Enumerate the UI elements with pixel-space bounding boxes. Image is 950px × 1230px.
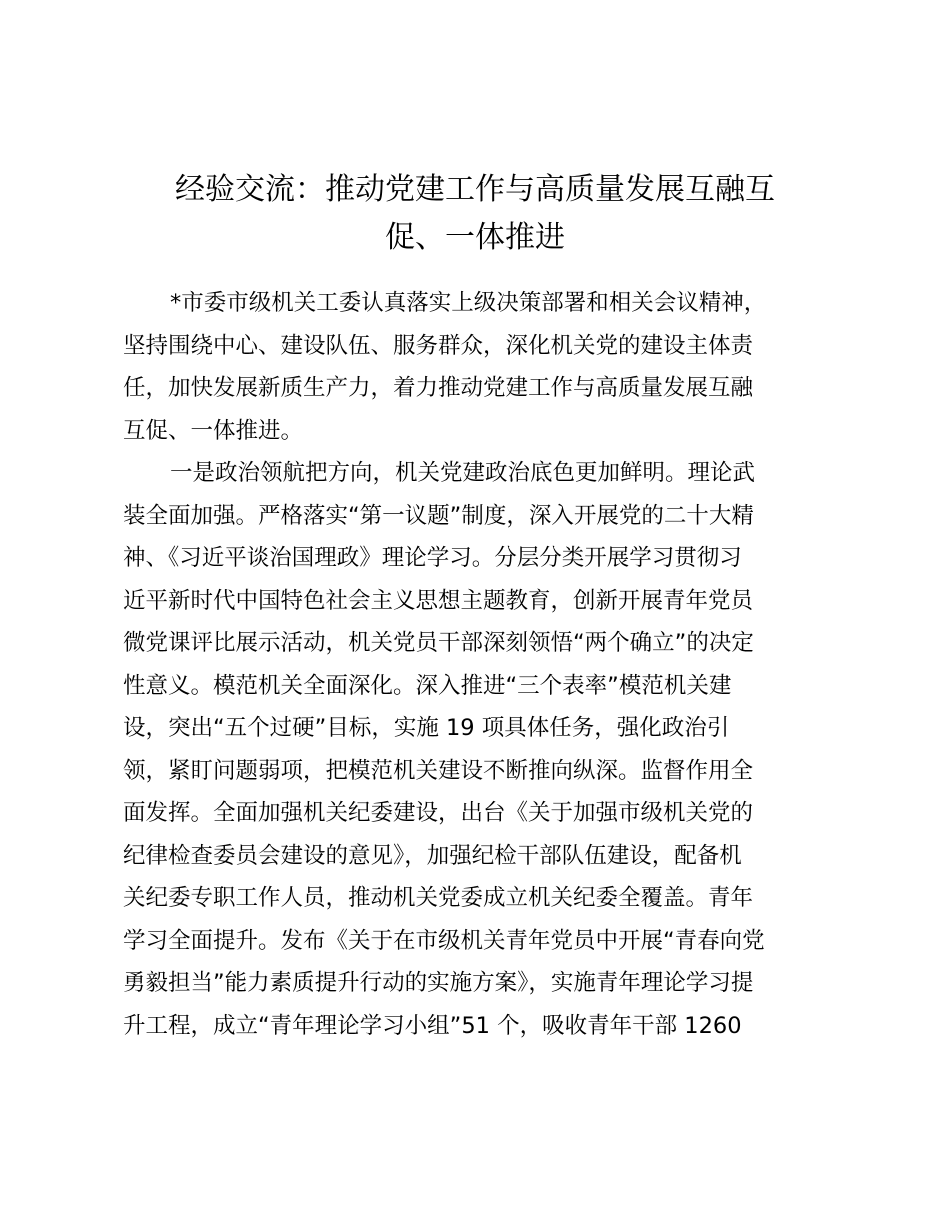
paragraph-1-line: *市委市级机关工委认真落实上级决策部署和相关会议精神， [170,290,767,316]
paragraph-2-line: 关纪委专职工作人员，推动机关党委成立机关纪委全覆盖。青年 [123,885,754,911]
paragraph-2-line: 性意义。模范机关全面深化。深入推进“三个表率”模范机关建 [123,672,732,699]
paragraph-2-line: 学习全面提升。发布《关于在市级机关青年党员中开展“青春向党 [123,927,765,954]
paragraph-2-line: 神、《习近平谈治国理政》理论学习。分层分类开展学习贯彻习 [123,545,742,571]
paragraph-1-line: 坚持围绕中心、建设队伍、服务群众，深化机关党的建设主体责 [123,332,754,359]
paragraph-2-line: 勇毅担当”能力素质提升行动的实施方案》，实施青年理论学习提 [123,970,754,996]
paragraph-2-line: 微党课评比展示活动，机关党员干部深刻领悟“两个确立”的决定 [123,630,754,656]
title-line: 促、一体推进 [385,220,565,255]
paragraph-2-line: 近平新时代中国特色社会主义思想主题教育，创新开展青年党员 [123,587,754,614]
paragraph-2-line: 升工程，成立“青年理论学习小组”51 个，吸收青年干部 1260 [123,1012,742,1039]
paragraph-2-line: 纪律检查委员会建设的意见》，加强纪检干部队伍建设，配备机 [123,842,742,869]
paragraph-2-line: 领，紧盯问题弱项，把模范机关建设不断推向纵深。监督作用全 [123,757,754,784]
paragraph-1-line: 互促、一体推进。 [123,417,304,444]
document-body [123,282,835,1047]
paragraph-2-line: 装全面加强。严格落实“第一议题”制度，深入开展党的二十大精 [123,502,754,529]
paragraph-2-line: 一是政治领航把方向，机关党建政治底色更加鲜明。理论武 [170,460,756,486]
document-title [110,166,840,262]
paragraph-1-line: 任，加快发展新质生产力，着力推动党建工作与高质量发展互融 [123,375,754,401]
paragraph-2-line: 设，突出“五个过硬”目标，实施 19 项具体任务，强化政治引 [123,715,730,741]
title-line: 经验交流：推动党建工作与高质量发展互融互 [175,172,775,207]
paragraph-2-line: 面发挥。全面加强机关纪委建设，出台《关于加强市级机关党的 [123,800,754,826]
